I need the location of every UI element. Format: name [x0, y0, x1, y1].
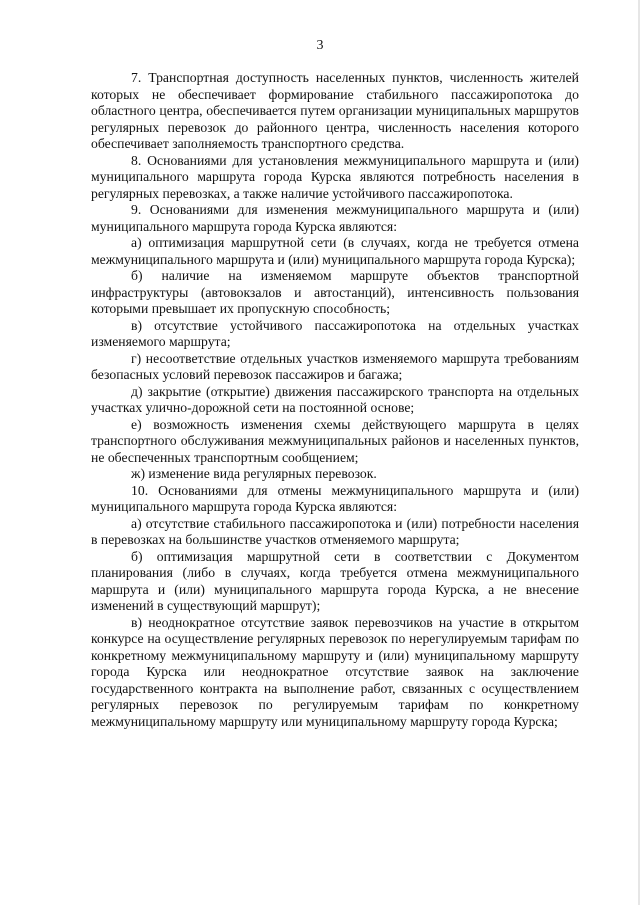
- page-number: 3: [316, 38, 324, 53]
- paragraph-9-item-zh: ж) изменение вида регулярных перевозок.: [131, 466, 377, 481]
- paragraph-10-item-v: в) неоднократное отсутствие заявок перевозчиков на участие в открытом конкурсе на осуществление регулярных перевозок по нерегулируемым тарифам по конкретному межмуниципальному маршруту и (или) муниципальному маршруту города Курска или неоднократное отсутствие заявок на заключение государственного контракта на выполнение работ, связанных с осуществлением регулярных перевозок по регулируемым тарифам по конкретному межмуниципальному маршруту или муниципальному маршруту города Курска;: [91, 614, 579, 729]
- paragraph-8: 8. Основаниями для установления межмуниципального маршрута и (или) муниципального маршрута города Курска являются потребность населения в регулярных перевозках, а также наличие устойчивого пассажиропотока.: [91, 152, 579, 201]
- paragraph-9-item-v: в) отсутствие устойчивого пассажиропотока на отдельных участках изменяемого маршрута;: [91, 317, 579, 349]
- paragraph-9-item-e: е) возможность изменения схемы действующего маршрута в целях транспортного обслуживания межмуниципальных районов и населенных пунктов, не обеспеченных транспортным сообщением;: [91, 416, 579, 465]
- paragraph-10: 10. Основаниями для отмены межмуниципального маршрута и (или) муниципального маршрута города Курска являются:: [91, 482, 579, 514]
- paragraph-10-item-a: а) отсутствие стабильного пассажиропотока и (или) потребности населения в перевозках на большинстве участков отменяемого маршрута;: [91, 515, 579, 547]
- paragraph-7: 7. Транспортная доступность населенных пунктов, численность жителей которых не обеспечивает формирование стабильного пассажиропотока до областного центра, обеспечивается путем организации муниципальных маршрутов регулярных перевозок до районного центра, численность населения которого обеспечивает заполняемость транспортного средства.: [91, 70, 579, 151]
- document-body: [91, 70, 579, 730]
- paragraph-9-item-b: б) наличие на изменяемом маршруте объектов транспортной инфраструктуры (автовокзалов и автостанций), интенсивность пользования которыми превышает их пропускную способность;: [91, 268, 579, 316]
- paragraph-10-item-b: б) оптимизация маршрутной сети в соответствии с Документом планирования (либо в случаях, когда требуется отмена межмуниципального маршрута и (или) муниципального маршрута города Курска, а не внесение изменений в существующий маршрут);: [91, 548, 579, 613]
- paragraph-9-item-a: а) оптимизация маршрутной сети (в случаях, когда не требуется отмена межмуниципального маршрута и (или) муниципального маршрута города Курска);: [91, 235, 579, 267]
- paragraph-9: 9. Основаниями для изменения межмуниципального маршрута и (или) муниципального маршрута города Курска являются:: [91, 202, 579, 234]
- paragraph-9-item-g: г) несоответствие отдельных участков изменяемого маршрута требованиям безопасных условий перевозок пассажиров и багажа;: [91, 350, 579, 382]
- paragraph-9-item-d: д) закрытие (открытие) движения пассажирского транспорта на отдельных участках улично-дорожной сети на постоянной основе;: [91, 383, 579, 415]
